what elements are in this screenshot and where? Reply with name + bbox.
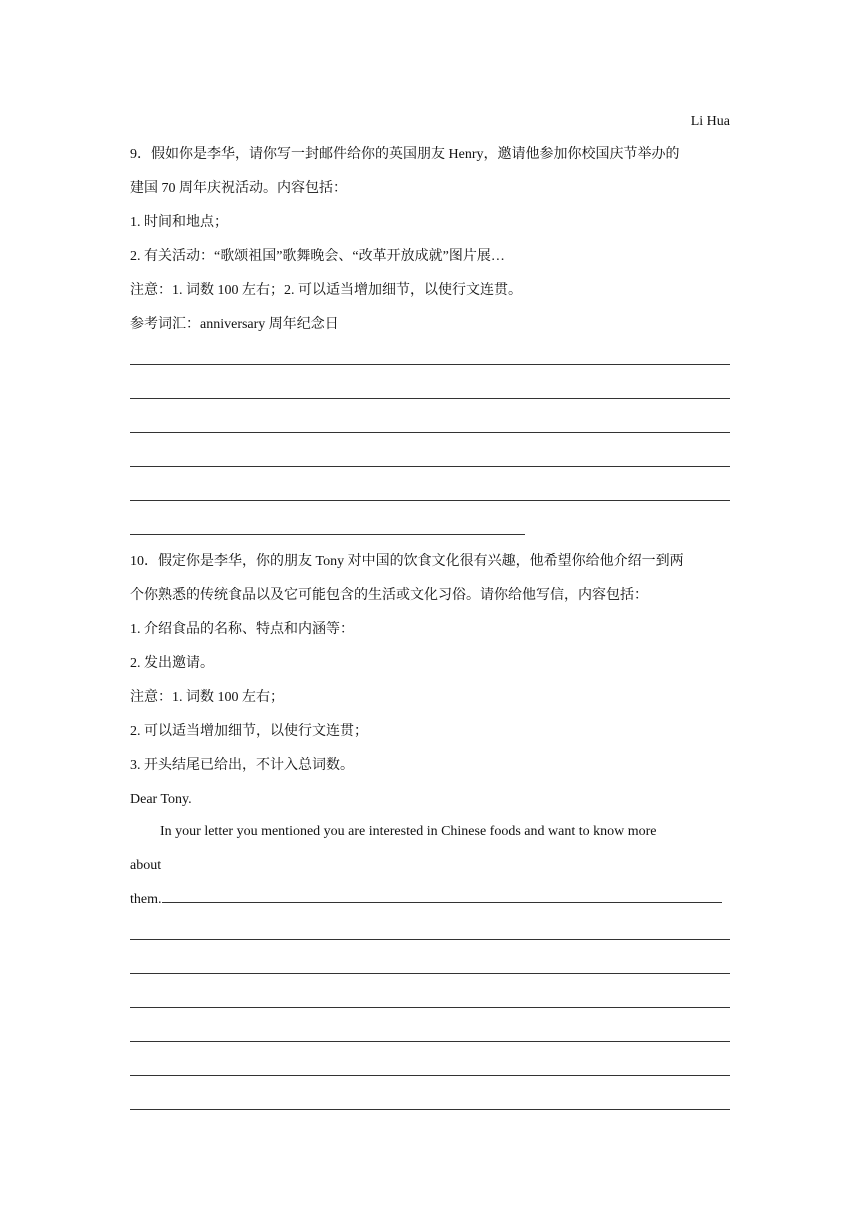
q10-answer-line-6	[130, 1109, 730, 1110]
letter-body-line3-text: them.	[130, 892, 162, 907]
q9-item1: 1. 时间和地点；	[130, 215, 228, 230]
q9-answer-line-1	[130, 364, 730, 365]
q10-answer-line-1	[130, 939, 730, 940]
q10-note1: 注意：1. 词数 100 左右；	[130, 690, 284, 705]
q10-item2: 2. 发出邀请。	[130, 656, 214, 671]
q10-answer-line-4	[130, 1041, 730, 1042]
q9-prompt-line2: 建国 70 周年庆祝活动。内容包括：	[130, 181, 347, 196]
q10-note3: 3. 开头结尾已给出，不计入总词数。	[130, 758, 354, 773]
q9-answer-line-4	[130, 466, 730, 467]
q9-answer-line-5	[130, 500, 730, 501]
q9-answer-line-2	[130, 398, 730, 399]
q10-answer-line-3	[130, 1007, 730, 1008]
q9-answer-line-6	[130, 534, 525, 535]
q9-vocab: 参考词汇：anniversary 周年纪念日	[130, 317, 339, 332]
q10-prompt-line2: 个你熟悉的传统食品以及它可能包含的生活或文化习俗。请你给他写信，内容包括：	[130, 588, 648, 603]
q9-prompt-line1: 9．假如你是李华，请你写一封邮件给你的英国朋友 Henry，邀请他参加你校国庆节举办的	[130, 147, 680, 162]
q9-answer-line-3	[130, 432, 730, 433]
signature: Li Hua	[690, 114, 730, 129]
q10-prompt-line1: 10．假定你是李华，你的朋友 Tony 对中国的饮食文化很有兴趣，他希望你给他介绍一到两	[130, 554, 684, 569]
letter-salutation: Dear Tony.	[130, 792, 192, 807]
q9-item2: 2. 有关活动：“歌颂祖国”歌舞晚会、“改革开放成就”图片展…	[130, 249, 505, 264]
q10-note2: 2. 可以适当增加细节，以使行文连贯；	[130, 724, 368, 739]
q10-answer-line-2	[130, 973, 730, 974]
q10-item1: 1. 介绍食品的名称、特点和内涵等：	[130, 622, 354, 637]
letter-body-line2: about	[130, 858, 162, 873]
q10-answer-line-5	[130, 1075, 730, 1076]
q9-note: 注意：1. 词数 100 左右；2. 可以适当增加细节，以使行文连贯。	[130, 283, 522, 298]
letter-body-line3	[130, 890, 722, 910]
letter-body-line1: In your letter you mentioned you are interested in Chinese foods and want to know more	[160, 824, 657, 839]
q10-answer-inline-line	[162, 890, 722, 903]
